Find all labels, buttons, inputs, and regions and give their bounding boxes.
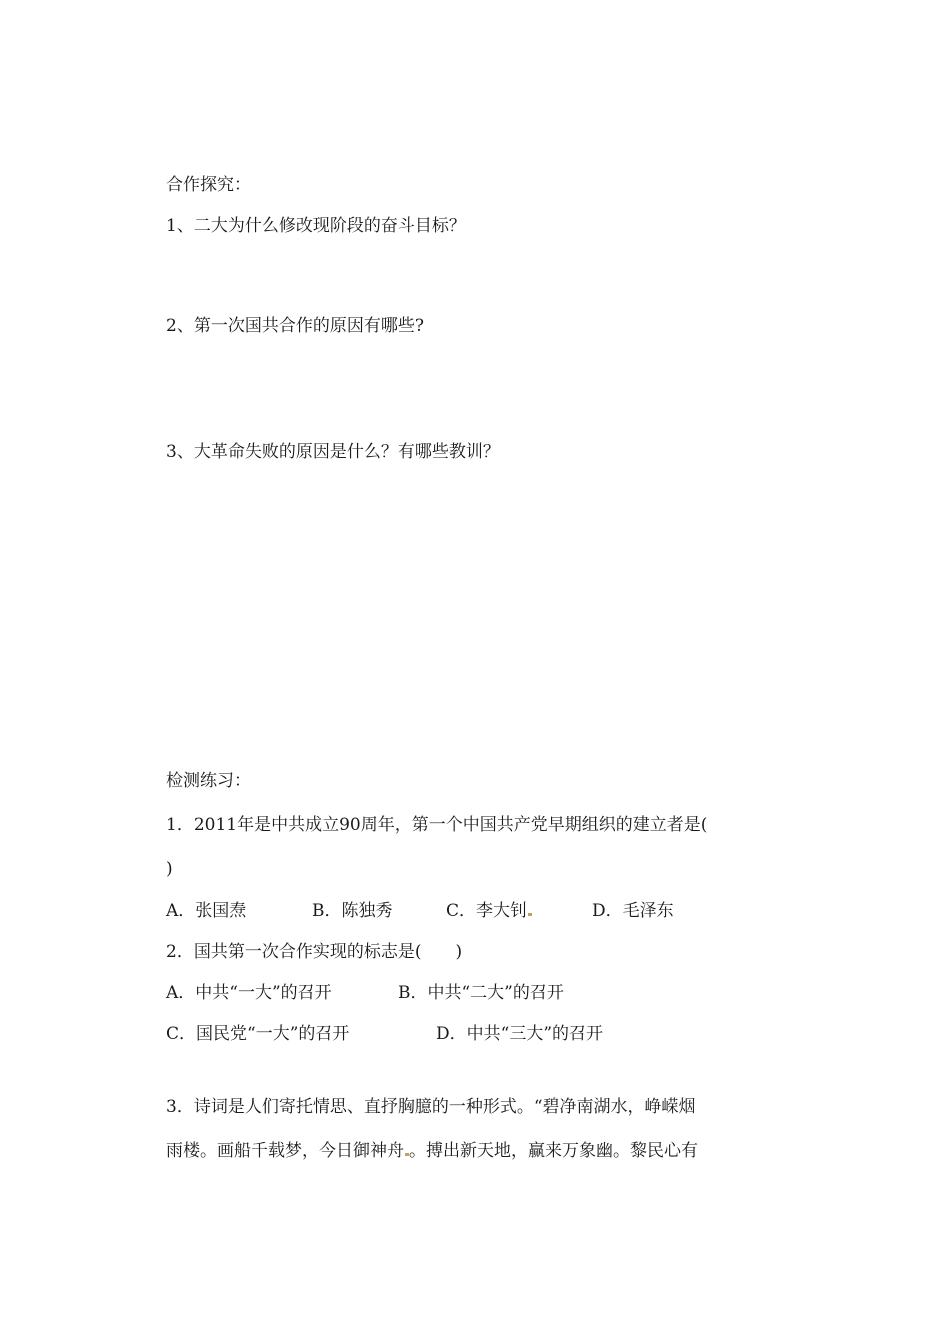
coop-question-2: 2、第一次国共合作的原因有哪些? [166, 316, 424, 336]
test-q1-option-d: D．毛泽东 [592, 901, 674, 921]
test-q1-stem: 1．2011年是中共成立90周年，第一个中国共产党早期组织的建立者是( [166, 815, 708, 835]
test-q3-line-2b: 。搏出新天地，赢来万象幽。黎民心有 [409, 1141, 698, 1161]
test-q1-option-a: A．张国焘 [166, 901, 247, 921]
coop-question-3: 3、大革命失败的原因是什么？有哪些教训？ [166, 442, 500, 462]
test-q3-line-2 [166, 1140, 698, 1162]
highlight-mark [528, 913, 532, 916]
test-q1-option-b: B．陈独秀 [312, 901, 393, 921]
test-q1-option-c [446, 900, 532, 922]
test-q2-option-a: A．中共“一大”的召开 [166, 983, 332, 1003]
test-heading: 检测练习： [166, 771, 251, 791]
test-q2-option-c: C．国民党“一大”的召开 [166, 1024, 350, 1044]
test-q2-stem: 2．国共第一次合作实现的标志是( ) [166, 942, 463, 962]
test-q2-option-d: D．中共“三大”的召开 [436, 1024, 604, 1044]
test-q1-stem-cont: ) [166, 859, 173, 879]
test-q3-line-1: 3．诗词是人们寄托情思、直抒胸臆的一种形式。“碧净南湖水，峥嵘烟 [166, 1097, 696, 1117]
test-q2-option-b: B．中共“二大”的召开 [398, 983, 564, 1003]
coop-heading: 合作探究： [166, 175, 251, 195]
test-q1-option-c-text: C．李大钊 [446, 901, 528, 921]
coop-question-1: 1、二大为什么修改现阶段的奋斗目标？ [166, 216, 466, 236]
test-q3-line-2a: 雨楼。画船千载梦，今日御神舟 [166, 1141, 404, 1161]
